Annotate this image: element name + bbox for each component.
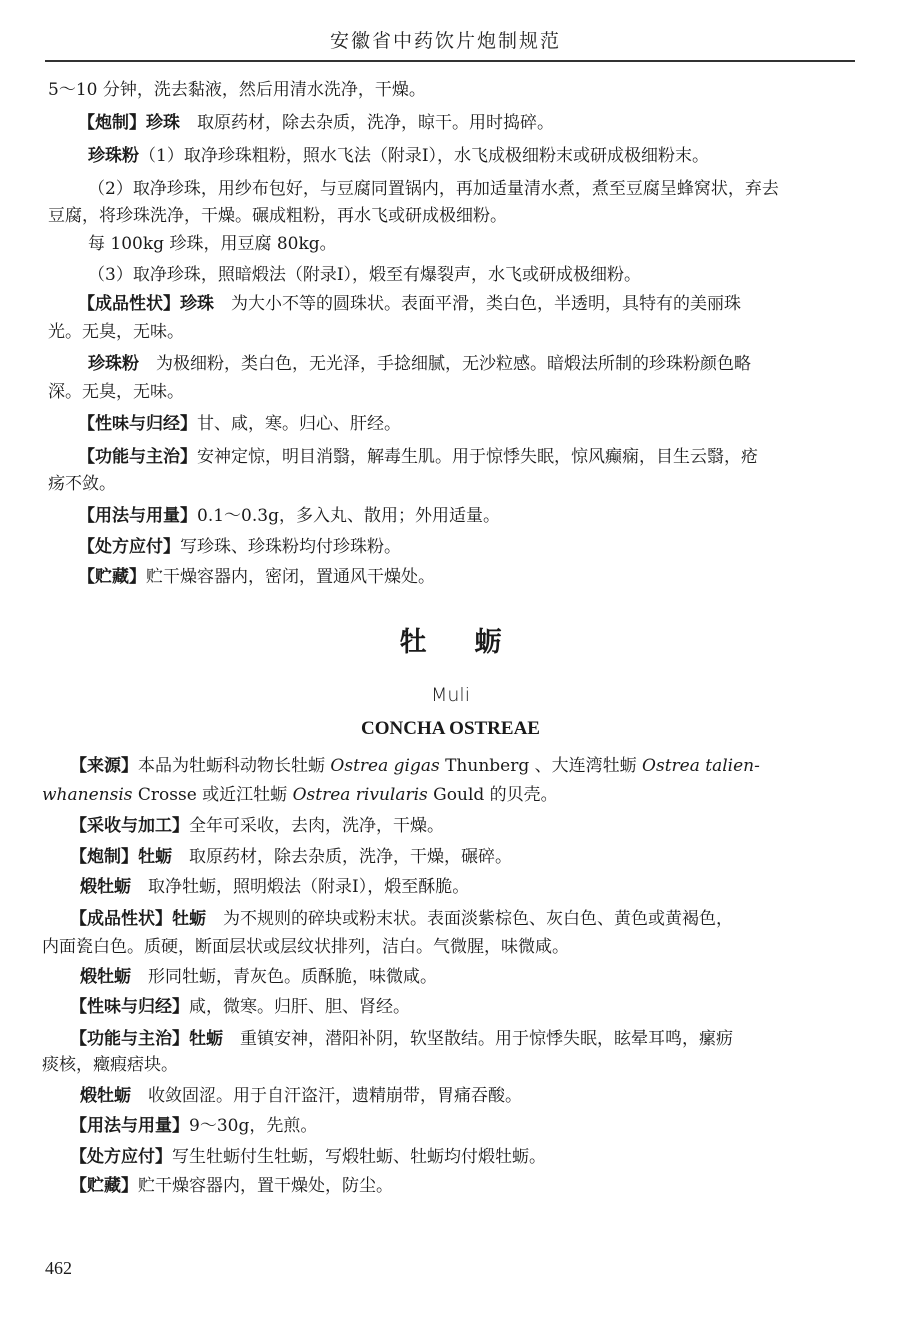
entry-text: 0.1～0.3g，多入丸、散用；外用适量。 [197, 506, 500, 526]
entry-text: 重镇安神，潜阳补阴，软坚散结。用于惊悸失眠，眩晕耳鸣，瘰疬 [223, 1029, 733, 1049]
text-line [88, 352, 751, 376]
section-pinyin: Muli [431, 684, 470, 706]
text-line [70, 995, 410, 1019]
entry-heading: 【成品性状】牡蛎 [70, 909, 206, 929]
text-line [88, 144, 709, 168]
entry-heading: 【用法与用量】 [78, 506, 197, 526]
text-line [70, 845, 512, 869]
latin-species-name: Ostrea rivularis [292, 785, 428, 805]
text-line [78, 412, 401, 436]
entry-text: 取净牡蛎，照明煅法（附录Ⅰ），煅至酥脆。 [131, 877, 470, 897]
entry-heading: 【贮藏】 [70, 1176, 138, 1196]
entry-heading: 【炮制】牡蛎 [70, 847, 172, 867]
text-line [88, 232, 337, 256]
entry-heading: 煅牡蛎 [80, 1086, 131, 1106]
line-text: （3）取净珍珠，照暗煅法（附录Ⅰ），煅至有爆裂声，水飞或研成极细粉。 [88, 265, 642, 285]
entry-text: Crosse 或近江牡蛎 [132, 785, 293, 805]
entry-heading: 煅牡蛎 [80, 967, 131, 987]
entry-text: 9～30g，先煎。 [189, 1116, 318, 1136]
entry-heading: 【成品性状】珍珠 [78, 294, 214, 314]
entry-text: Thunberg 、大连湾牡蛎 [439, 756, 643, 776]
entry-heading: 【性味与归经】 [78, 414, 197, 434]
entry-text: 甘、咸，寒。归心、肝经。 [197, 414, 401, 434]
section-title: 牡蛎 [399, 627, 550, 658]
text-line [78, 111, 554, 135]
text-line [70, 754, 760, 778]
text-line [48, 380, 184, 404]
entry-text: 贮干燥容器内，密闭，置通风干燥处。 [146, 567, 435, 587]
entry-heading: 【炮制】珍珠 [78, 113, 180, 133]
entry-heading: 【用法与用量】 [70, 1116, 189, 1136]
line-text: 内面瓷白色。质硬，断面层状或层纹状排列，洁白。气微腥，味微咸。 [42, 937, 569, 957]
line-text: 痰核，癥瘕痞块。 [42, 1055, 178, 1075]
line-text: 疡不敛。 [48, 474, 116, 494]
entry-heading: 【贮藏】 [78, 567, 146, 587]
text-line [80, 1084, 522, 1108]
text-line [48, 78, 426, 102]
line-text: 每 100kg 珍珠，用豆腐 80kg。 [88, 234, 337, 254]
header-title: 安徽省中药饮片炮制规范 [330, 30, 562, 52]
text-line [48, 472, 116, 496]
entry-heading: 【处方应付】 [78, 537, 180, 557]
entry-heading: 【功能与主治】牡蛎 [70, 1029, 223, 1049]
line-text: 5～10 分钟，洗去黏液，然后用清水洗净，干燥。 [48, 80, 426, 100]
text-line [78, 565, 435, 589]
text-line [42, 783, 558, 807]
text-line [80, 965, 437, 989]
text-line [78, 504, 500, 528]
entry-text: 为大小不等的圆珠状。表面平滑，类白色，半透明，具特有的美丽珠 [214, 294, 741, 314]
latin-species-name: whanensis [42, 785, 133, 805]
text-line [70, 1174, 393, 1198]
text-line [70, 907, 733, 931]
text-line [70, 1114, 317, 1138]
text-line [48, 204, 507, 228]
latin-species-name: Ostrea gigas [330, 756, 440, 776]
text-line [78, 292, 741, 316]
entry-text: （1）取净珍珠粗粉，照水飞法（附录Ⅰ），水飞成极细粉末或研成极细粉末。 [139, 146, 710, 166]
entry-text: 安神定惊，明目消翳，解毒生肌。用于惊悸失眠，惊风癫痫，目生云翳，疮 [197, 447, 758, 467]
entry-text: 取原药材，除去杂质，洗净，干燥，碾碎。 [172, 847, 512, 867]
entry-heading: 【性味与归经】 [70, 997, 189, 1017]
text-line [78, 535, 401, 559]
header-rule [45, 60, 855, 62]
entry-heading: 【功能与主治】 [78, 447, 197, 467]
entry-heading: 【处方应付】 [70, 1147, 172, 1167]
entry-text: 贮干燥容器内，置干燥处，防尘。 [138, 1176, 393, 1196]
entry-text: 本品为牡蛎科动物长牡蛎 [138, 756, 331, 776]
line-text: 深。无臭，无味。 [48, 382, 184, 402]
text-line [70, 1027, 733, 1051]
text-line [78, 445, 758, 469]
latin-species-name: Ostrea talien- [642, 756, 760, 776]
line-text: 豆腐，将珍珠洗净，干燥。碾成粗粉，再水飞或研成极细粉。 [48, 206, 507, 226]
entry-text: 全年可采收，去肉，洗净，干燥。 [189, 816, 444, 836]
text-line [88, 177, 779, 201]
text-line [48, 320, 184, 344]
section-latin-name: CONCHA OSTREAE [361, 718, 540, 739]
entry-text: 为不规则的碎块或粉末状。表面淡紫棕色、灰白色、黄色或黄褐色， [206, 909, 733, 929]
text-line [70, 1145, 546, 1169]
entry-text: 取原药材，除去杂质，洗净，晾干。用时捣碎。 [180, 113, 554, 133]
text-line [70, 814, 444, 838]
entry-heading: 珍珠粉 [88, 146, 139, 166]
entry-text: 写珍珠、珍珠粉均付珍珠粉。 [180, 537, 401, 557]
entry-text: 写生牡蛎付生牡蛎，写煅牡蛎、牡蛎均付煅牡蛎。 [172, 1147, 546, 1167]
entry-heading: 煅牡蛎 [80, 877, 131, 897]
entry-text: 为极细粉，类白色，无光泽，手捻细腻，无沙粒感。暗煅法所制的珍珠粉颜色略 [139, 354, 751, 374]
entry-heading: 【采收与加工】 [70, 816, 189, 836]
line-text: （2）取净珍珠，用纱布包好，与豆腐同置锅内，再加适量清水煮，煮至豆腐呈蜂窝状，弃去 [88, 179, 779, 199]
line-text: 光。无臭，无味。 [48, 322, 184, 342]
entry-text: 形同牡蛎，青灰色。质酥脆，味微咸。 [131, 967, 437, 987]
entry-text: Gould 的贝壳。 [427, 785, 558, 805]
text-line [88, 263, 641, 287]
running-header [0, 22, 901, 56]
text-line [42, 935, 569, 959]
entry-text: 咸，微寒。归肝、胆、肾经。 [189, 997, 410, 1017]
entry-heading: 【来源】 [70, 756, 138, 776]
entry-heading: 珍珠粉 [88, 354, 139, 374]
text-line [80, 875, 469, 899]
page-number: 462 [45, 1258, 72, 1278]
entry-text: 收敛固涩。用于自汗盗汗，遗精崩带，胃痛吞酸。 [131, 1086, 522, 1106]
text-line [42, 1053, 178, 1077]
